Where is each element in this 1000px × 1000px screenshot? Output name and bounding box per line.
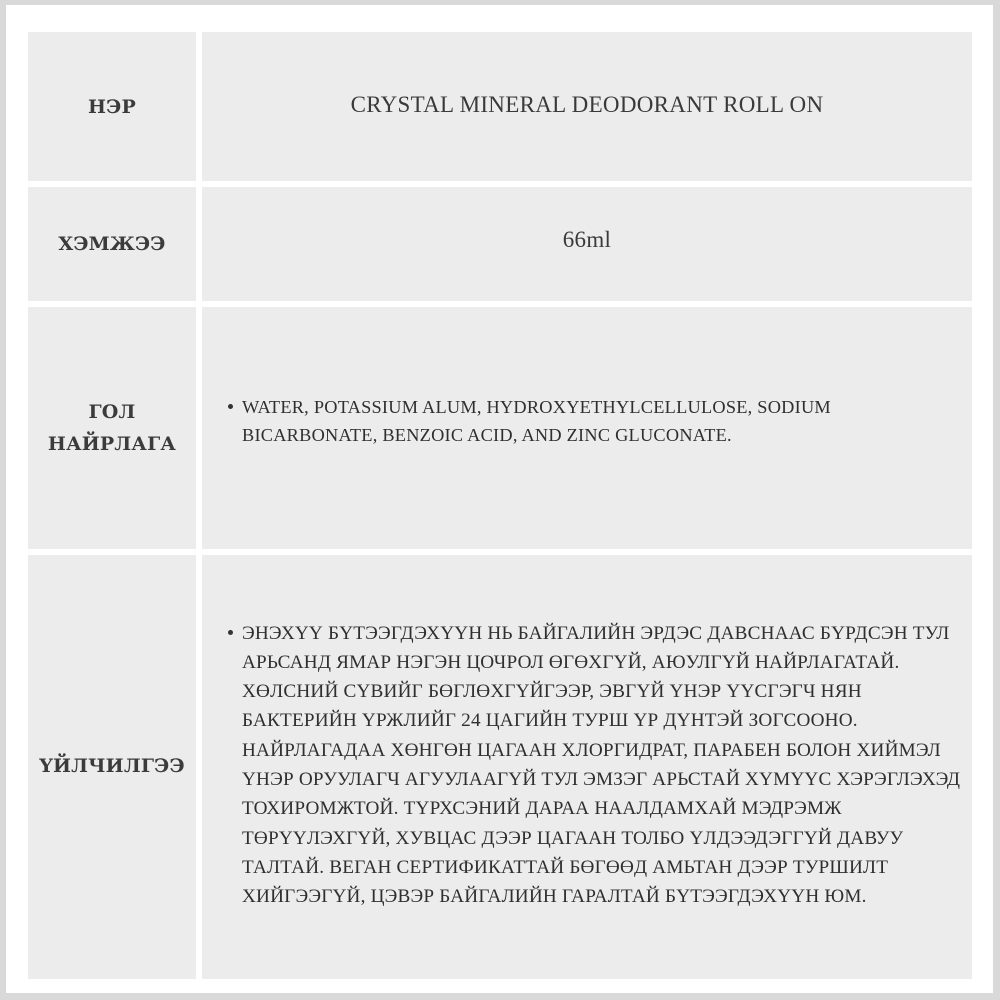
label-ingredients-line-1: ГОЛ xyxy=(88,401,136,423)
label-ingredients xyxy=(48,396,176,460)
label-cell-benefits xyxy=(28,555,196,979)
product-name: CRYSTAL MINERAL DEODORANT ROLL ON xyxy=(350,91,824,117)
label-cell-name xyxy=(28,32,196,181)
label-size: ХЭМЖЭЭ xyxy=(58,233,166,255)
label-name: НЭР xyxy=(88,95,136,118)
label-cell-ingredients xyxy=(28,307,196,549)
list-item: ЭНЭХҮҮ БҮТЭЭГДЭХҮҮН НЬ БАЙГАЛИЙН ЭРДЭС ДАВСНААС БҮРДСЭН ТУЛ АРЬСАНД ЯМАР НЭГЭН ЦОЧРОЛ ӨГӨХГҮЙ, АЮУЛГҮЙ НАЙРЛАГАТАЙ. ХӨЛСНИЙ СҮВИЙГ БӨГЛӨХГҮЙГЭЭР, ЭВГҮЙ ҮНЭР ҮҮСГЭГЧ НЯН БАКТЕРИЙН ҮРЖЛИЙГ 24 ЦАГИЙН ТУРШ ҮР ДҮНТЭЙ ЗОГСООНО. НАЙРЛАГАДАА ХӨНГӨН ЦАГААН ХЛОРГИДРАТ, ПАРАБЕН БОЛОН ХИЙМЭЛ ҮНЭР ОРУУЛАГЧ АГУУЛААГҮЙ ТУЛ ЭМЗЭГ АРЬСТАЙ ХҮМҮҮС ХЭРЭГЛЭХЭД ТОХИРОМЖТОЙ. ТҮРХСЭНИЙ ДАРАА НААЛДАМХАЙ МЭДРЭМЖ ТӨРҮҮЛЭХГҮЙ, ХУВЦАС ДЭЭР ЦАГААН ТОЛБО ҮЛДЭЭДЭГГҮЙ ДАВУУ ТАЛТАЙ. ВЕГАН СЕРТИФИКАТТАЙ БӨГӨӨД АМЬТАН ДЭЭР ТУРШИЛТ ХИЙГЭЭГҮЙ, ЦЭВЭР БАЙГАЛИЙН ГАРАЛТАЙ БҮТЭЭГДЭХҮҮН ЮМ. xyxy=(242,619,962,912)
label-ingredients-line-2: НАЙРЛАГА xyxy=(47,433,177,455)
benefits-list xyxy=(202,619,972,912)
ingredients-list xyxy=(202,393,972,449)
value-cell-name xyxy=(202,32,972,181)
product-size: 66ml xyxy=(562,227,612,252)
list-item: WATER, POTASSIUM ALUM, HYDROXYETHYLCELLULOSE, SODIUM BICARBONATE, BENZOIC ACID, AND ZINC GLUCONATE. xyxy=(242,393,962,449)
label-cell-size xyxy=(28,187,196,301)
value-cell-ingredients xyxy=(202,307,972,549)
value-cell-benefits xyxy=(202,555,972,979)
value-cell-size xyxy=(202,187,972,301)
label-benefits: ҮЙЛЧИЛГЭЭ xyxy=(39,755,185,777)
